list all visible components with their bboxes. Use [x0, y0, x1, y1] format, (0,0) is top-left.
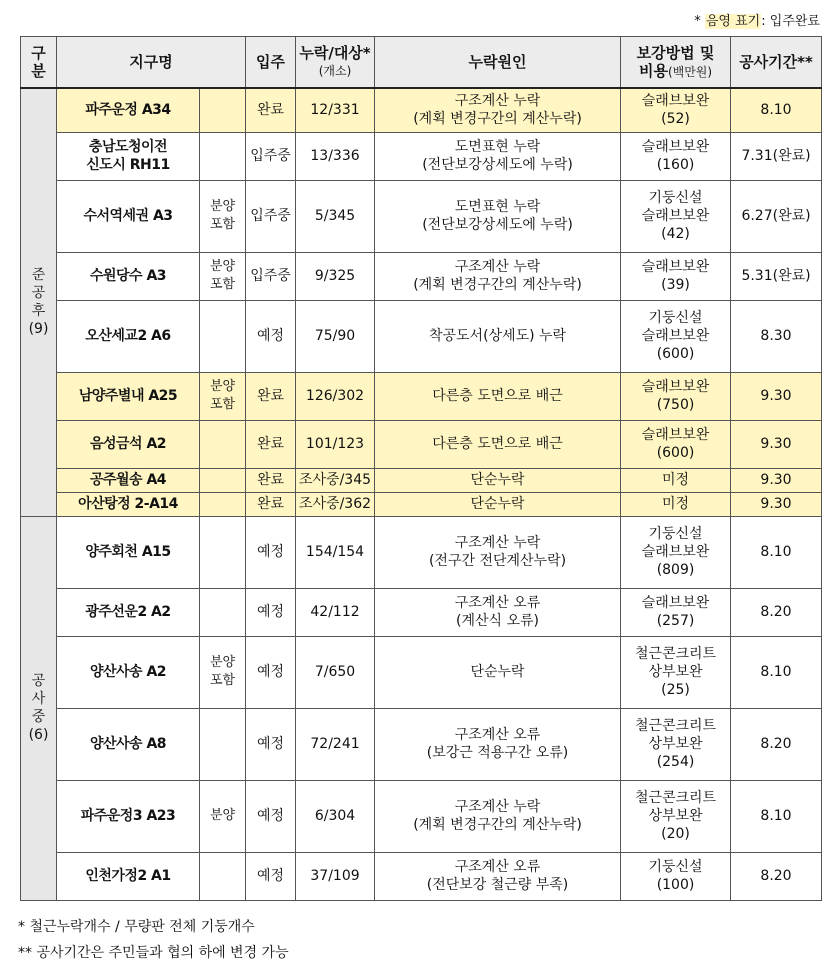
district-name	[57, 636, 200, 708]
district-name-line: 수서역세권 A3	[83, 208, 173, 224]
header-method	[621, 37, 731, 89]
district-name	[57, 468, 200, 492]
omission-count: 13/336	[296, 132, 375, 180]
district-name	[57, 252, 200, 300]
district-name	[57, 88, 200, 132]
district-name	[57, 420, 200, 468]
omission-count: 101/123	[296, 420, 375, 468]
highlight-legend	[694, 10, 820, 29]
header-cause: 누락원인	[375, 37, 621, 89]
reinforcement-method	[621, 180, 731, 252]
omission-cause-line: 구조계산 오류	[454, 727, 541, 743]
sale-note-line: 포함	[209, 217, 236, 232]
sale-note	[200, 180, 246, 252]
construction-period: 5.31(완료)	[731, 252, 822, 300]
group-cell	[21, 88, 57, 516]
omission-cause-line: 구조계산 누락	[454, 535, 541, 551]
reinforcement-method-line: (42)	[661, 226, 690, 242]
omission-count: 조사중/362	[296, 492, 375, 516]
district-name-line: 아산탕정 2-A14	[78, 496, 178, 512]
occupancy-status: 예정	[246, 780, 296, 852]
reinforcement-method	[621, 636, 731, 708]
header-method-line2-sub: (백만원)	[667, 64, 713, 79]
occupancy-status: 완료	[246, 372, 296, 420]
table-row	[21, 492, 822, 516]
reinforcement-method-line: 슬래브보완	[641, 379, 710, 395]
reinforcement-method	[621, 492, 731, 516]
reinforcement-method	[621, 88, 731, 132]
omission-cause-line: 도면표현 누락	[454, 199, 541, 215]
construction-period: 8.20	[731, 708, 822, 780]
omission-cause	[375, 88, 621, 132]
district-name-line: 신도시 RH11	[86, 157, 170, 173]
omission-count: 126/302	[296, 372, 375, 420]
sale-note	[200, 372, 246, 420]
occupancy-status: 입주중	[246, 252, 296, 300]
sale-note	[200, 852, 246, 900]
omission-cause-line: (전단보강상세도에 누락)	[422, 157, 573, 173]
header-group-label: 구분	[31, 44, 46, 80]
sale-note	[200, 420, 246, 468]
table-row	[21, 88, 822, 132]
construction-period: 9.30	[731, 420, 822, 468]
reinforcement-method	[621, 372, 731, 420]
header-row	[21, 37, 822, 89]
table-row	[21, 300, 822, 372]
table-row	[21, 516, 822, 588]
header-omission-line2: (개소)	[318, 64, 352, 78]
table-row	[21, 132, 822, 180]
omission-cause-line: (계산식 오류)	[456, 613, 540, 629]
reinforcement-method-line: (750)	[656, 397, 695, 413]
reinforcement-method-line: 미정	[661, 472, 690, 488]
header-district: 지구명	[57, 37, 246, 89]
omission-cause-line: 단순누락	[470, 664, 525, 680]
reinforcement-method-line: 철근콘크리트	[634, 646, 717, 662]
district-name-line: 양산사송 A8	[89, 736, 167, 752]
omission-count: 72/241	[296, 708, 375, 780]
district-name-line: 양주회천 A15	[85, 544, 171, 560]
sale-note-line: 포함	[209, 397, 236, 412]
table-row	[21, 780, 822, 852]
table-row	[21, 252, 822, 300]
construction-period: 8.30	[731, 300, 822, 372]
reinforcement-method-line: (39)	[661, 277, 690, 293]
omission-count: 조사중/345	[296, 468, 375, 492]
group-label-char: 중	[31, 709, 46, 725]
reinforcement-method-line: 기둥신설	[648, 310, 703, 326]
reinforcement-method-line: 철근콘크리트	[634, 790, 717, 806]
header-group	[21, 37, 57, 89]
table-row	[21, 420, 822, 468]
omission-cause-line: (전단보강 철근량 부족)	[426, 877, 569, 893]
reinforcement-method	[621, 420, 731, 468]
table-row	[21, 852, 822, 900]
occupancy-status: 예정	[246, 516, 296, 588]
district-name	[57, 708, 200, 780]
reinforcement-method-line: 슬래브보완	[641, 139, 710, 155]
sale-note-line: 포함	[209, 277, 236, 292]
sale-note	[200, 468, 246, 492]
reinforcement-method	[621, 132, 731, 180]
reinforcement-method-line: (25)	[661, 682, 690, 698]
reinforcement-method	[621, 588, 731, 636]
sale-note	[200, 492, 246, 516]
table-row	[21, 636, 822, 708]
omission-cause-line: (계획 변경구간의 계산누락)	[413, 277, 582, 293]
group-label-char: 공	[31, 673, 46, 689]
omission-count: 5/345	[296, 180, 375, 252]
omission-count: 37/109	[296, 852, 375, 900]
group-label-char: 공	[31, 285, 46, 302]
construction-period: 8.10	[731, 88, 822, 132]
reinforcement-method-line: 슬래브보완	[641, 208, 710, 224]
omission-cause-line: 착공도서(상세도) 누락	[428, 328, 567, 344]
sale-note-line: 분양	[209, 259, 236, 274]
occupancy-status: 입주중	[246, 132, 296, 180]
sale-note-line: 분양	[209, 379, 236, 394]
district-name	[57, 780, 200, 852]
district-name	[57, 180, 200, 252]
sale-note-line: 분양	[209, 808, 236, 823]
omission-cause	[375, 252, 621, 300]
group-cell	[21, 516, 57, 900]
occupancy-status: 예정	[246, 588, 296, 636]
district-name	[57, 516, 200, 588]
reinforcement-method-line: 철근콘크리트	[634, 718, 717, 734]
group-label-char: 사	[31, 691, 46, 707]
reinforcement-method	[621, 780, 731, 852]
omission-cause-line: 구조계산 오류	[454, 859, 541, 875]
group-label-char: 준	[31, 267, 46, 284]
table-row	[21, 468, 822, 492]
reinforcement-method	[621, 468, 731, 492]
reinforcement-method-line: (600)	[656, 445, 695, 461]
group-count: (9)	[28, 321, 49, 338]
omission-cause-line: 구조계산 누락	[454, 799, 541, 815]
omission-cause-line: 구조계산 누락	[454, 93, 541, 110]
district-name	[57, 132, 200, 180]
omission-cause-line: 다른층 도면으로 배근	[432, 388, 563, 404]
construction-period: 9.30	[731, 372, 822, 420]
district-name-line: 오산세교2 A6	[85, 328, 171, 344]
occupancy-status: 완료	[246, 468, 296, 492]
reinforcement-method	[621, 708, 731, 780]
table-row	[21, 372, 822, 420]
occupancy-status: 완료	[246, 88, 296, 132]
reinforcement-method-line: 기둥신설	[648, 190, 703, 206]
sale-note-line: 포함	[209, 673, 236, 688]
construction-period: 7.31(완료)	[731, 132, 822, 180]
omission-count: 154/154	[296, 516, 375, 588]
reinforcement-method-line: (809)	[656, 562, 695, 578]
occupancy-status: 입주중	[246, 180, 296, 252]
sale-note-line: 분양	[209, 655, 236, 670]
header-omission-line1: 누락/대상*	[299, 44, 371, 62]
omission-cause-line: 도면표현 누락	[454, 139, 541, 155]
sale-note	[200, 780, 246, 852]
district-name	[57, 300, 200, 372]
header-period: 공사기간**	[731, 37, 822, 89]
legend-colored-label: 음영 표기	[705, 14, 761, 29]
district-name-line: 광주선운2 A2	[85, 604, 171, 620]
group-count: (6)	[28, 727, 49, 743]
reinforcement-method-line: 슬래브보완	[641, 259, 710, 275]
omission-cause	[375, 468, 621, 492]
sale-note	[200, 588, 246, 636]
sale-note	[200, 636, 246, 708]
omission-cause-line: 단순누락	[470, 472, 525, 488]
reinforcement-method	[621, 300, 731, 372]
occupancy-status: 예정	[246, 636, 296, 708]
omission-cause	[375, 300, 621, 372]
construction-period: 6.27(완료)	[731, 180, 822, 252]
header-method-line1: 보강방법 및	[636, 43, 715, 62]
omission-cause	[375, 492, 621, 516]
omission-count: 42/112	[296, 588, 375, 636]
reinforcement-method-line: (52)	[661, 111, 690, 128]
omission-cause-line: 단순누락	[470, 496, 525, 512]
reinforcement-method	[621, 252, 731, 300]
omission-cause	[375, 636, 621, 708]
omission-cause	[375, 420, 621, 468]
reinforcement-method-line: (160)	[656, 157, 695, 173]
table-body	[21, 88, 822, 900]
construction-period: 8.10	[731, 636, 822, 708]
omission-cause-line: (계획 변경구간의 계산누락)	[413, 817, 582, 833]
sale-note	[200, 300, 246, 372]
omission-cause	[375, 180, 621, 252]
district-name-line: 수원당수 A3	[89, 268, 167, 284]
reinforcement-method-line: (600)	[656, 346, 695, 362]
reinforcement-method-line: 미정	[661, 496, 690, 512]
reinforcement-method-line: 상부보완	[648, 736, 703, 752]
group-label-char: 후	[31, 303, 46, 320]
omission-cause-line: (보강근 적용구간 오류)	[426, 745, 569, 761]
omission-cause-line: 구조계산 누락	[454, 259, 541, 275]
footnote-2: ** 공사기간은 주민들과 협의 하에 변경 가능	[18, 945, 289, 961]
omission-cause	[375, 588, 621, 636]
district-name-line: 인천가정2 A1	[85, 868, 171, 884]
reinforcement-method-line: 상부보완	[648, 664, 703, 680]
district-name-line: 파주운정3 A23	[80, 808, 176, 824]
reinforcement-method-line: 슬래브보완	[641, 93, 710, 110]
reinforcement-method	[621, 516, 731, 588]
construction-period: 8.10	[731, 780, 822, 852]
table-row	[21, 180, 822, 252]
defect-table	[20, 36, 822, 901]
reinforcement-method-line: 기둥신설	[648, 526, 703, 542]
legend-marker: *	[694, 14, 701, 29]
district-name	[57, 492, 200, 516]
omission-cause	[375, 708, 621, 780]
omission-count: 7/650	[296, 636, 375, 708]
reinforcement-method-line: (20)	[661, 826, 690, 842]
omission-cause	[375, 132, 621, 180]
district-name	[57, 852, 200, 900]
table-row	[21, 708, 822, 780]
omission-count: 75/90	[296, 300, 375, 372]
reinforcement-method	[621, 852, 731, 900]
table-row	[21, 588, 822, 636]
legend-rest-label: : 입주완료	[761, 14, 820, 29]
omission-cause	[375, 372, 621, 420]
district-name	[57, 372, 200, 420]
omission-count: 12/331	[296, 88, 375, 132]
omission-count: 6/304	[296, 780, 375, 852]
district-name-line: 충남도청이전	[88, 139, 168, 155]
omission-cause	[375, 780, 621, 852]
district-name	[57, 588, 200, 636]
omission-cause-line: (전단보강상세도에 누락)	[422, 217, 573, 233]
sale-note	[200, 252, 246, 300]
construction-period: 8.20	[731, 852, 822, 900]
occupancy-status: 완료	[246, 492, 296, 516]
omission-cause	[375, 852, 621, 900]
occupancy-status: 예정	[246, 708, 296, 780]
district-name-line: 파주운정 A34	[85, 102, 171, 119]
reinforcement-method-line: 슬래브보완	[641, 328, 710, 344]
reinforcement-method-line: (257)	[656, 613, 695, 629]
district-name-line: 남양주별내 A25	[78, 388, 178, 404]
construction-period: 8.10	[731, 516, 822, 588]
occupancy-status: 예정	[246, 300, 296, 372]
reinforcement-method-line: 기둥신설	[648, 859, 703, 875]
district-name-line: 음성금석 A2	[89, 436, 167, 452]
reinforcement-method-line: (254)	[656, 754, 695, 770]
omission-cause-line: 구조계산 오류	[454, 595, 541, 611]
omission-count: 9/325	[296, 252, 375, 300]
district-name-line: 양산사송 A2	[89, 664, 167, 680]
header-omission	[296, 37, 375, 89]
reinforcement-method-line: (100)	[656, 877, 695, 893]
construction-period: 9.30	[731, 468, 822, 492]
district-name-line: 공주월송 A4	[89, 472, 167, 488]
reinforcement-method-line: 슬래브보완	[641, 595, 710, 611]
omission-cause-line: (전구간 전단계산누락)	[428, 553, 567, 569]
reinforcement-method-line: 슬래브보완	[641, 427, 710, 443]
omission-cause	[375, 516, 621, 588]
sale-note	[200, 708, 246, 780]
reinforcement-method-line: 슬래브보완	[641, 544, 710, 560]
header-occupancy: 입주	[246, 37, 296, 89]
footnote-1: * 철근누락개수 / 무량판 전체 기둥개수	[18, 919, 255, 935]
occupancy-status: 완료	[246, 420, 296, 468]
reinforcement-method-line: 상부보완	[648, 808, 703, 824]
sale-note	[200, 516, 246, 588]
sale-note	[200, 88, 246, 132]
sale-note-line: 분양	[209, 199, 236, 214]
construction-period: 9.30	[731, 492, 822, 516]
omission-cause-line: (계획 변경구간의 계산누락)	[413, 111, 582, 128]
construction-period: 8.20	[731, 588, 822, 636]
sale-note	[200, 132, 246, 180]
header-method-line2: 비용	[638, 61, 668, 80]
omission-cause-line: 다른층 도면으로 배근	[432, 436, 563, 452]
occupancy-status: 예정	[246, 852, 296, 900]
